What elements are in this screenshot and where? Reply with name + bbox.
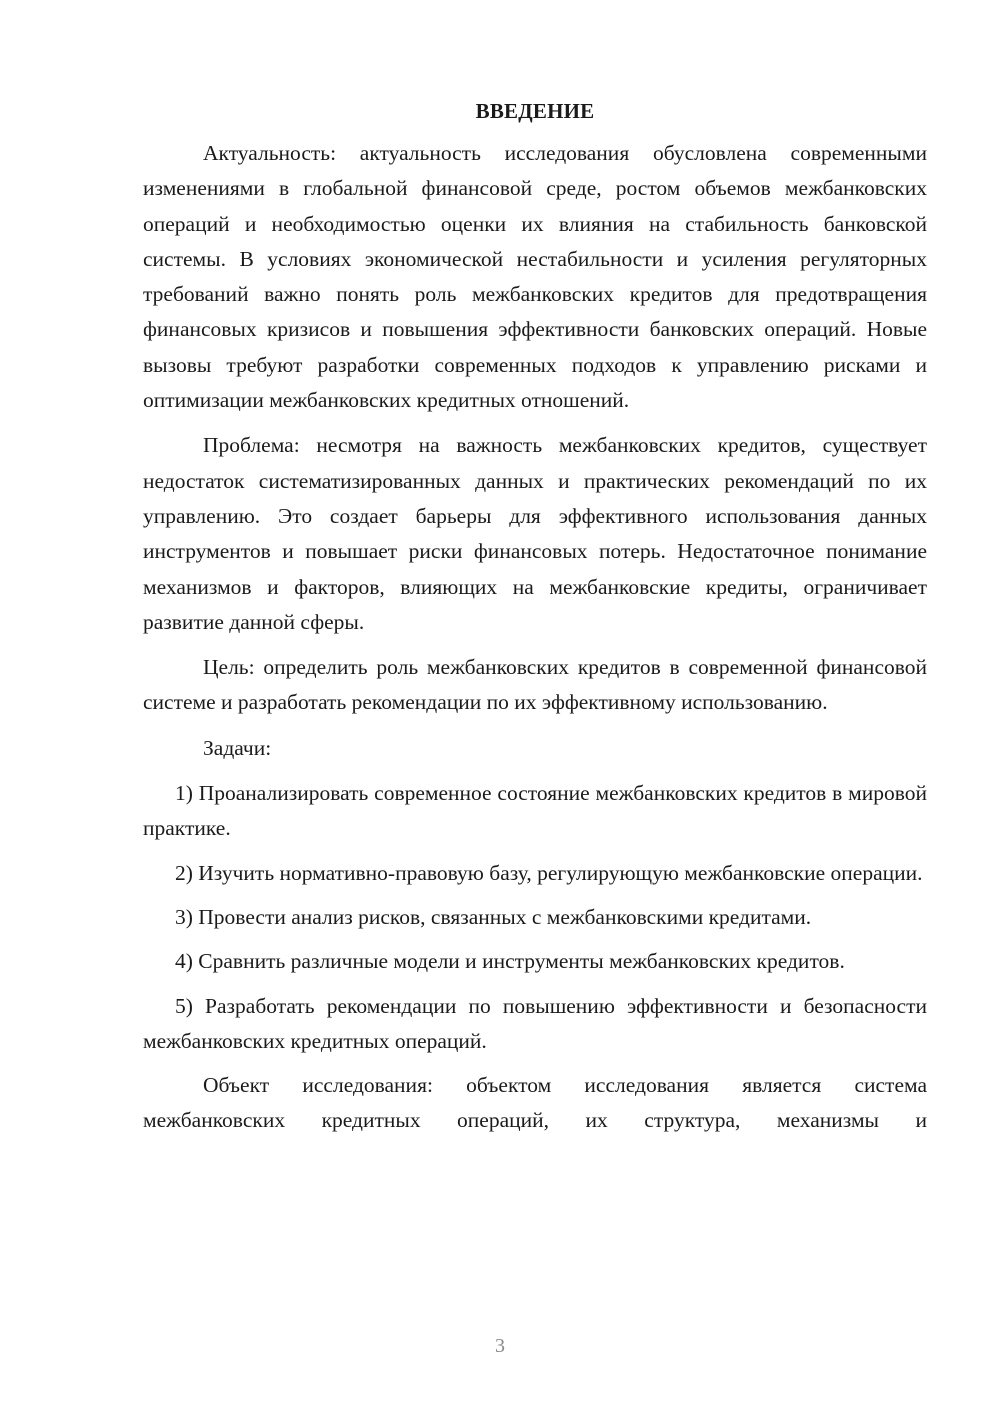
page-title: ВВЕДЕНИЕ: [475, 99, 595, 123]
paragraph-object: Объект исследования: объектом исследования является система межбанковских кредитных операций, их структура, механизмы и: [143, 1073, 927, 1133]
paragraph-relevance: Актуальность: актуальность исследования обусловлена современными изменениями в глобальной финансовой среде, ростом объемов межбанковских операций и необходимостью оценки их влияния на стабильность банковской системы. В условиях экономической нестабильности и усиления регуляторных требований важно понять роль межбанковских кредитов для предотвращения финансовых кризисов и повышения эффективности банковских операций. Новые вызовы требуют разработки современных подходов к управлению рисками и оптимизации межбанковских кредитных отношений.: [143, 141, 927, 413]
paragraph-tasks-heading: Задачи:: [203, 735, 272, 760]
list-item-task-3: 3) Провести анализ рисков, связанных с межбанковскими кредитами.: [175, 904, 812, 929]
paragraph-goal: Цель: определить роль межбанковских кредитов в современной финансовой системе и разработать рекомендации по их эффективному использованию.: [143, 655, 927, 715]
list-item-task-5: 5) Разработать рекомендации по повышению эффективности и безопасности межбанковских кредитных операций.: [143, 993, 927, 1053]
list-item-task-4: 4) Сравнить различные модели и инструменты межбанковских кредитов.: [175, 949, 845, 974]
page-number: 3: [495, 1335, 505, 1357]
list-item-task-2: 2) Изучить нормативно-правовую базу, регулирующую межбанковские операции.: [175, 860, 923, 885]
paragraph-problem: Проблема: несмотря на важность межбанковских кредитов, существует недостаток систематизированных данных и практических рекомендаций по их управлению. Это создает барьеры для эффективного использования данных инструментов и повышает риски финансовых потерь. Недостаточное понимание механизмов и факторов, влияющих на межбанковские кредиты, ограничивает развитие данной сферы.: [143, 433, 927, 634]
document-page: [143, 96, 927, 1139]
list-item-task-1: 1) Проанализировать современное состояние межбанковских кредитов в мировой практике.: [143, 781, 927, 841]
